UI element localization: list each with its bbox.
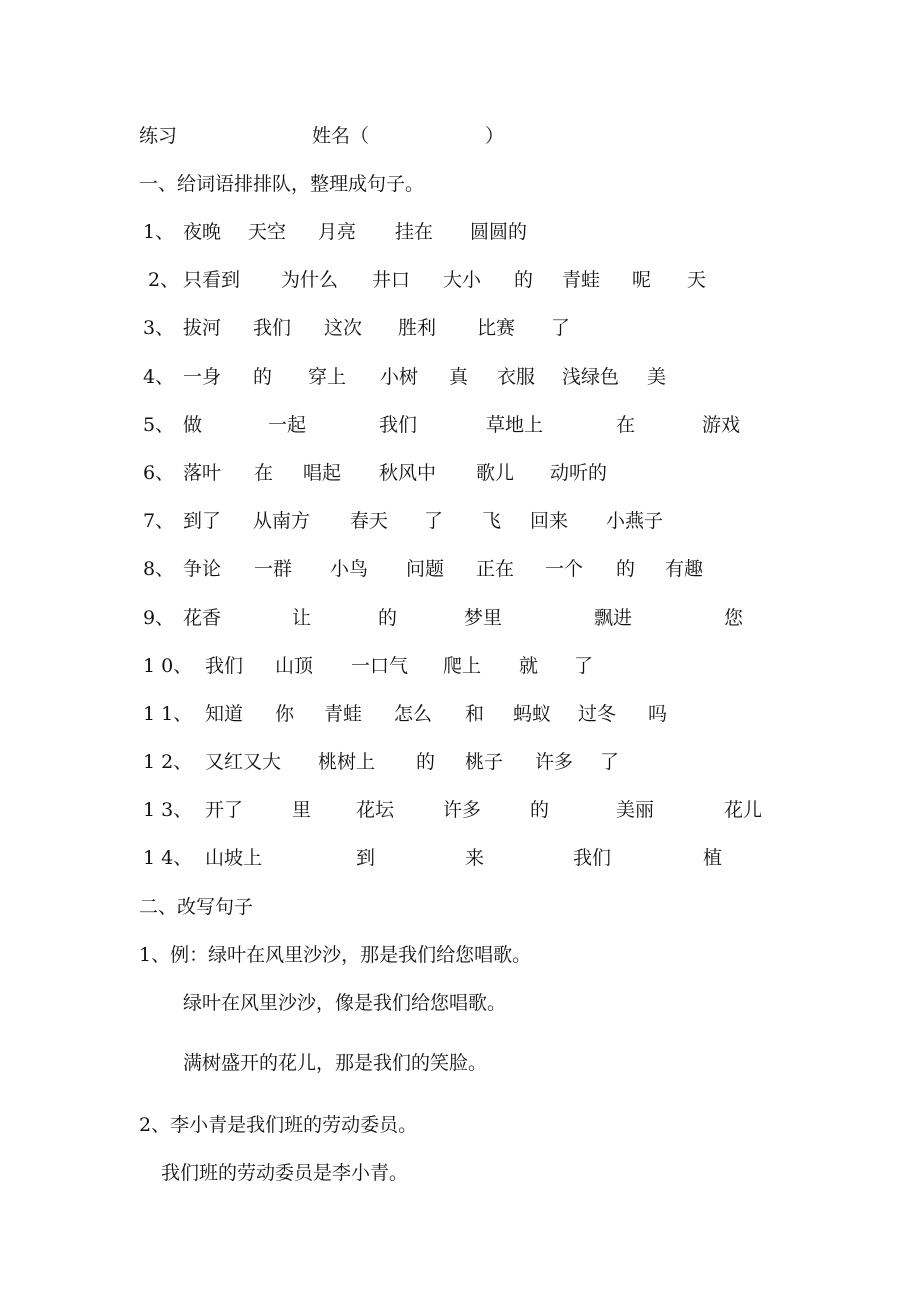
word-chip: 到 — [356, 847, 376, 869]
word-chip: 回来 — [530, 510, 569, 532]
word-chip: 月亮 — [318, 221, 357, 243]
word-chip: 井口 — [372, 269, 411, 291]
word-chip: 知道 — [205, 703, 244, 725]
word-chip: 美丽 — [616, 799, 655, 821]
word-chip: 我们 — [253, 317, 292, 339]
word-chip: 的 — [514, 269, 534, 291]
word-chip: 开了 — [205, 799, 244, 821]
word-chip: 您 — [724, 607, 744, 629]
word-chip: 了 — [574, 655, 594, 677]
word-chip: 天空 — [248, 221, 287, 243]
word-chip: 到了 — [183, 510, 222, 532]
word-chip: 做 — [183, 414, 203, 436]
word-chip: 桃树上 — [318, 751, 376, 773]
word-chip: 桃子 — [465, 751, 504, 773]
word-chip: 比赛 — [477, 317, 516, 339]
word-chip: 植 — [703, 847, 723, 869]
word-chip: 飘进 — [594, 607, 633, 629]
word-chip: 呢 — [632, 269, 652, 291]
word-chip: 青蛙 — [324, 703, 363, 725]
word-chip: 山顶 — [275, 655, 314, 677]
word-chip: 动听的 — [550, 462, 608, 484]
question-1-example-answer: 绿叶在风里沙沙，像是我们给您唱歌。 — [183, 992, 507, 1014]
worksheet-title: 练习 — [139, 125, 178, 147]
word-chip: 拔河 — [183, 317, 222, 339]
item-number: 1 0、 — [143, 655, 193, 677]
word-chip: 在 — [616, 414, 636, 436]
word-chip: 了 — [551, 317, 571, 339]
word-chip: 吗 — [648, 703, 668, 725]
item-number: 4、 — [143, 366, 175, 388]
word-chip: 这次 — [324, 317, 363, 339]
question-2-prompt: 2、李小青是我们班的劳动委员。 — [139, 1114, 418, 1136]
word-chip: 春天 — [350, 510, 389, 532]
word-chip: 有趣 — [665, 558, 704, 580]
word-chip: 胜利 — [398, 317, 437, 339]
word-chip: 过冬 — [578, 703, 617, 725]
question-1-exercise: 满树盛开的花儿，那是我们的笑脸。 — [183, 1052, 488, 1074]
word-chip: 的 — [530, 799, 550, 821]
word-chip: 浅绿色 — [562, 366, 620, 388]
word-chip: 我们 — [379, 414, 418, 436]
word-chip: 一身 — [183, 366, 222, 388]
word-chip: 青蛙 — [562, 269, 601, 291]
name-field-close-paren: ） — [485, 125, 505, 147]
word-chip: 许多 — [535, 751, 574, 773]
item-number: 5、 — [143, 414, 175, 436]
word-chip: 圆圆的 — [470, 221, 528, 243]
word-chip: 一口气 — [351, 655, 409, 677]
word-chip: 了 — [600, 751, 620, 773]
word-chip: 飞 — [482, 510, 502, 532]
word-chip: 你 — [275, 703, 295, 725]
word-chip: 梦里 — [464, 607, 503, 629]
question-2-example-answer: 我们班的劳动委员是李小青。 — [161, 1162, 409, 1184]
word-chip: 小树 — [380, 366, 419, 388]
item-number: 2、 — [148, 269, 180, 291]
word-chip: 花香 — [183, 607, 222, 629]
item-number: 8、 — [143, 558, 175, 580]
word-chip: 为什么 — [281, 269, 339, 291]
word-chip: 落叶 — [183, 462, 222, 484]
word-chip: 的 — [616, 558, 636, 580]
word-chip: 争论 — [183, 558, 222, 580]
item-number: 9、 — [143, 607, 175, 629]
word-chip: 让 — [292, 607, 312, 629]
item-number: 7、 — [143, 510, 175, 532]
word-chip: 小燕子 — [606, 510, 664, 532]
word-chip: 花坛 — [356, 799, 395, 821]
item-number: 6、 — [143, 462, 175, 484]
word-chip: 在 — [254, 462, 274, 484]
item-number: 1 1、 — [143, 703, 193, 725]
word-chip: 问题 — [406, 558, 445, 580]
word-chip: 来 — [465, 847, 485, 869]
word-chip: 穿上 — [308, 366, 347, 388]
question-1-prompt: 1、例：绿叶在风里沙沙，那是我们给您唱歌。 — [139, 944, 532, 966]
word-chip: 唱起 — [303, 462, 342, 484]
word-chip: 蚂蚁 — [513, 703, 552, 725]
word-chip: 里 — [292, 799, 312, 821]
word-chip: 又红又大 — [205, 751, 282, 773]
word-chip: 美 — [647, 366, 667, 388]
item-number: 3、 — [143, 317, 175, 339]
word-chip: 一群 — [254, 558, 293, 580]
word-chip: 大小 — [443, 269, 482, 291]
word-chip: 山坡上 — [205, 847, 263, 869]
word-chip: 草地上 — [486, 414, 544, 436]
item-number: 1、 — [143, 221, 175, 243]
section-1-heading: 一、给词语排排队，整理成句子。 — [139, 173, 425, 195]
word-chip: 的 — [378, 607, 398, 629]
word-chip: 的 — [416, 751, 436, 773]
item-number: 1 4、 — [143, 847, 193, 869]
word-chip: 衣服 — [497, 366, 536, 388]
word-chip: 一起 — [268, 414, 307, 436]
word-chip: 挂在 — [395, 221, 434, 243]
word-chip: 一个 — [545, 558, 584, 580]
word-chip: 我们 — [573, 847, 612, 869]
item-number: 1 3、 — [143, 799, 193, 821]
item-number: 1 2、 — [143, 751, 193, 773]
word-chip: 真 — [449, 366, 469, 388]
word-chip: 和 — [465, 703, 485, 725]
section-2-heading: 二、改写句子 — [139, 896, 254, 918]
word-chip: 夜晚 — [183, 221, 222, 243]
word-chip: 怎么 — [394, 703, 433, 725]
name-label: 姓名（ — [312, 125, 370, 147]
word-chip: 秋风中 — [379, 462, 437, 484]
word-chip: 爬上 — [443, 655, 482, 677]
word-chip: 歌儿 — [476, 462, 515, 484]
word-chip: 天 — [687, 269, 707, 291]
word-chip: 就 — [519, 655, 539, 677]
word-chip: 只看到 — [183, 269, 241, 291]
word-chip: 许多 — [443, 799, 482, 821]
word-chip: 从南方 — [253, 510, 311, 532]
word-chip: 我们 — [205, 655, 244, 677]
word-chip: 花儿 — [724, 799, 763, 821]
word-chip: 游戏 — [702, 414, 741, 436]
word-chip: 的 — [253, 366, 273, 388]
word-chip: 小鸟 — [330, 558, 369, 580]
word-chip: 了 — [424, 510, 444, 532]
word-chip: 正在 — [476, 558, 515, 580]
